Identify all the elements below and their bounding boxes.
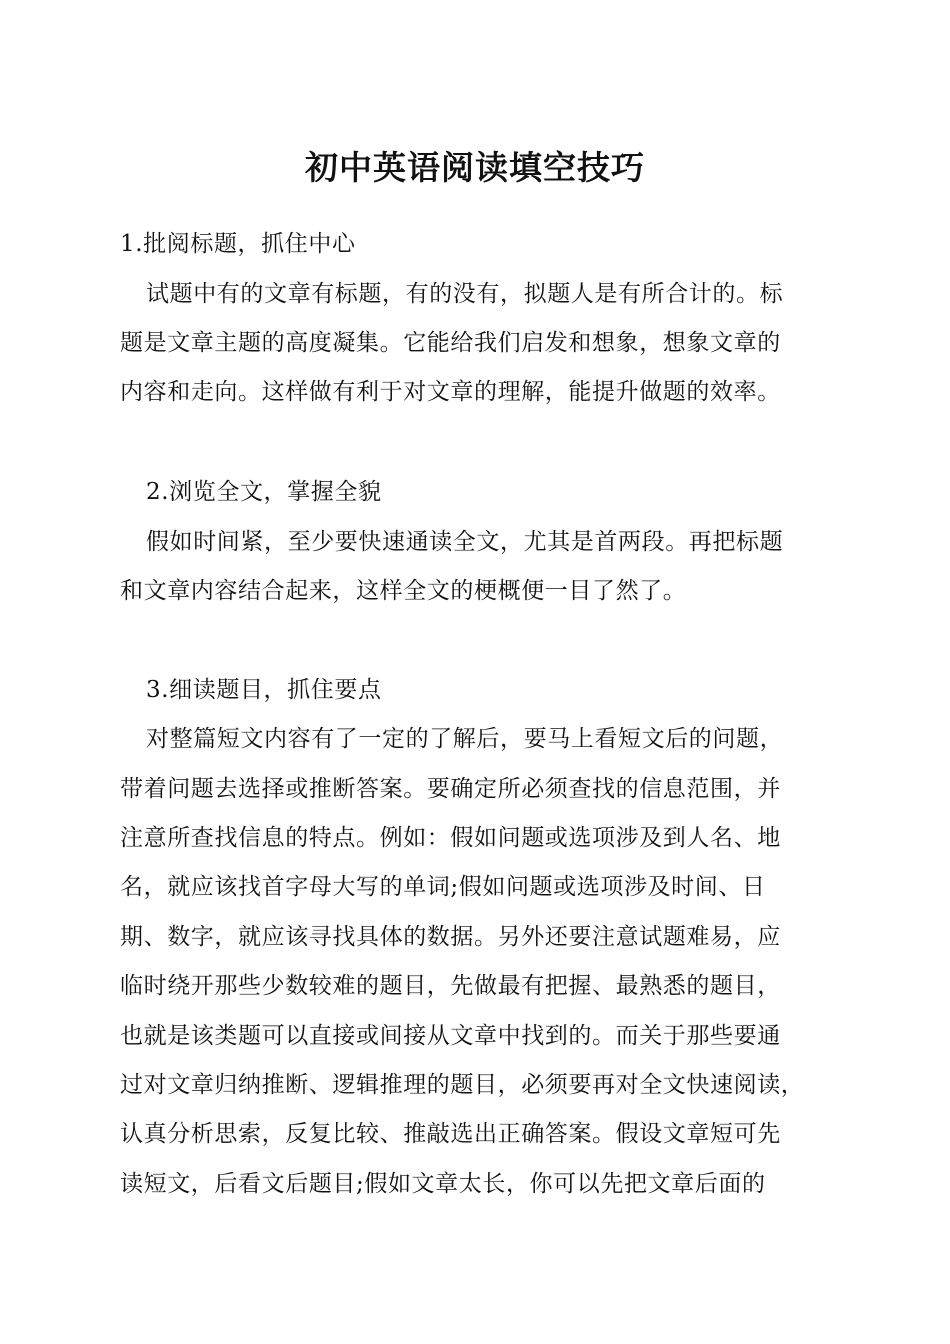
section-3-line-3: 注意所查找信息的特点。例如：假如问题或选项涉及到人名、地	[120, 825, 781, 851]
section-3-line-1: 对整篇短文内容有了一定的了解后，要马上看短文后的问题，	[146, 726, 784, 752]
section-3-line-8: 过对文章归纳推断、逻辑推理的题目，必须要再对全文快速阅读，	[120, 1072, 805, 1098]
document-title: 初中英语阅读填空技巧	[305, 148, 645, 187]
section-3-line-2: 带着问题去选择或推断答案。要确定所必须查找的信息范围，并	[120, 776, 781, 802]
section-3-line-9: 认真分析思索，反复比较、推敲选出正确答案。假设文章短可先	[120, 1121, 781, 1147]
section-3-line-7: 也就是该类题可以直接或间接从文章中找到的。而关于那些要通	[120, 1023, 781, 1049]
section-2-heading: 2.浏览全文，掌握全貌	[146, 479, 382, 505]
section-3-line-4: 名，就应该找首字母大写的单词;假如问题或选项涉及时间、日	[120, 874, 766, 900]
section-3-line-10: 读短文，后看文后题目;假如文章太长，你可以先把文章后面的	[120, 1171, 766, 1197]
section-2-line-2: 和文章内容结合起来，这样全文的梗概便一目了然了。	[120, 578, 687, 604]
section-1-line-1: 试题中有的文章有标题，有的没有，拟题人是有所合计的。标	[146, 281, 784, 307]
section-3-line-5: 期、数字，就应该寻找具体的数据。另外还要注意试题难易，应	[120, 924, 781, 950]
section-3-heading: 3.细读题目，抓住要点	[146, 677, 382, 703]
section-3-line-6: 临时绕开那些少数较难的题目，先做最有把握、最熟悉的题目，	[120, 973, 781, 999]
section-2-line-1: 假如时间紧，至少要快速通读全文，尤其是首两段。再把标题	[146, 529, 784, 555]
section-1-line-2: 题是文章主题的高度凝集。它能给我们启发和想象，想象文章的	[120, 330, 781, 356]
section-1-line-3: 内容和走向。这样做有利于对文章的理解，能提升做题的效率。	[120, 379, 781, 405]
section-1-heading: 1.批阅标题，抓住中心	[120, 231, 356, 257]
